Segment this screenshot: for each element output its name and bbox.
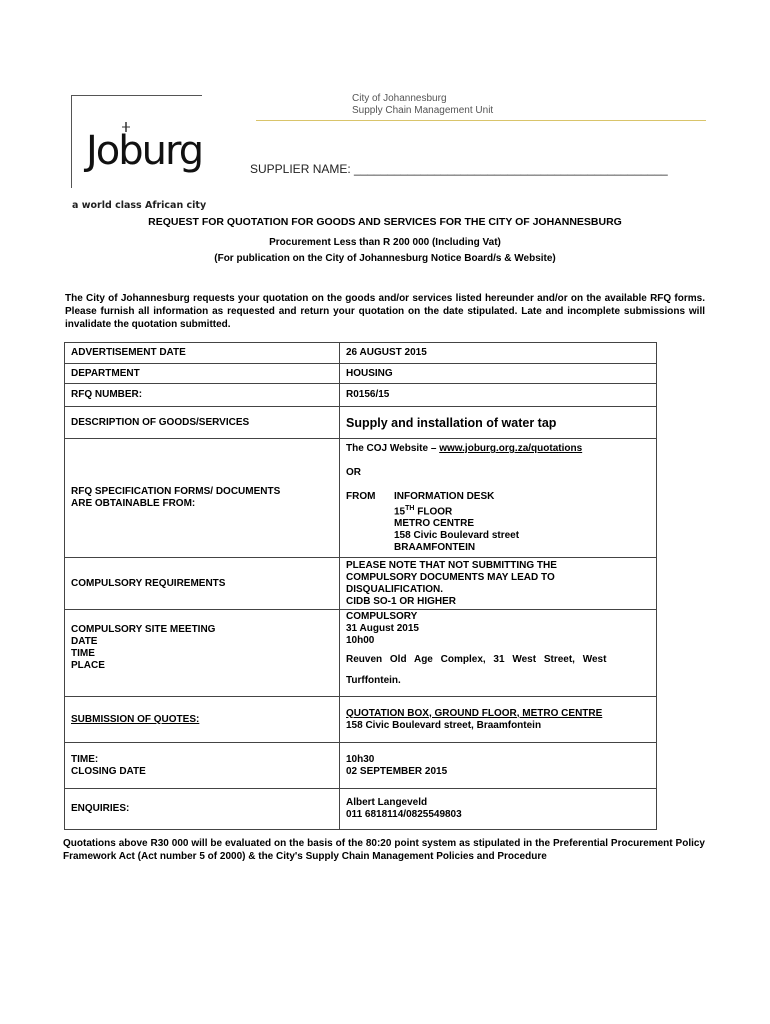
publication-subtitle: (For publication on the City of Johannesburg Notice Board/s & Website) [214, 253, 556, 264]
advert-date-value: 26 AUGUST 2015 [340, 343, 657, 364]
rfq-number-value: R0156/15 [340, 384, 657, 407]
address-line: INFORMATION DESK [394, 491, 495, 502]
forms-website-prefix: The COJ Website – [346, 443, 440, 454]
description-label: DESCRIPTION OF GOODS/SERVICES [65, 407, 340, 439]
supplier-name-field[interactable]: SUPPLIER NAME: _______________________________________________ [250, 162, 668, 176]
forms-from: FROM [346, 491, 376, 502]
table-row [65, 343, 657, 364]
rfq-table [64, 342, 657, 830]
forms-website-line [346, 443, 656, 455]
table-row [65, 697, 657, 743]
enquiries-label: ENQUIRIES: [65, 789, 340, 830]
description-value: Supply and installation of water tap [340, 407, 657, 439]
address-line: BRAAMFONTEIN [394, 542, 476, 554]
submission-value: QUOTATION BOX, GROUND FLOOR, METRO CENTRE 158 Civic Boulevard street, Braamfontein [340, 697, 657, 743]
closing-value: 10h30 02 SEPTEMBER 2015 [340, 743, 657, 789]
address-line: METRO CENTRE [394, 518, 474, 530]
header-rule [256, 120, 706, 121]
org-unit: Supply Chain Management Unit [352, 105, 494, 116]
forms-or: OR [346, 467, 361, 478]
rfq-number-label: RFQ NUMBER: [65, 384, 340, 407]
advert-date-label: ADVERTISEMENT DATE [65, 343, 340, 364]
site-meeting-label: COMPULSORY SITE MEETING DATE TIME PLACE [65, 610, 340, 697]
forms-address-lines [394, 491, 519, 554]
quotations-website-link[interactable]: www.joburg.org.za/quotations [439, 443, 583, 454]
org-name: City of Johannesburg [352, 93, 447, 104]
department-value: HOUSING [340, 364, 657, 384]
org-info [352, 93, 493, 117]
address-line: 158 Civic Boulevard street [394, 530, 520, 542]
compulsory-requirements-label: COMPULSORY REQUIREMENTS [65, 558, 340, 610]
forms-label [65, 439, 340, 558]
closing-label: TIME: CLOSING DATE [65, 743, 340, 789]
forms-label-line: ARE OBTAINABLE FROM: [71, 498, 196, 509]
table-row [65, 384, 657, 407]
table-row [65, 558, 657, 610]
intro-paragraph: The City of Johannesburg requests your quotation on the goods and/or services listed hereunder and/or on the available RFQ forms. Please furnish all information as requested and return your quotation on the date stipulated. Late and incomplete submissions will invalidate the quotation submitted. [65, 293, 705, 330]
table-row [65, 610, 657, 697]
document-title: REQUEST FOR QUOTATION FOR GOODS AND SERVICES FOR THE CITY OF JOHANNESBURG [148, 216, 622, 228]
site-meeting-value: COMPULSORY 31 August 2015 10h00 Reuven Old Age Complex, 31 West Street, West Turffontein. [340, 610, 657, 697]
footer-paragraph: Quotations above R30 000 will be evaluated on the basis of the 80:20 point system as stipulated in the Preferential Procurement Policy Framework Act (Act number 5 of 2000) & the City's Supply Chain Management Policies and Procedure [63, 838, 705, 862]
enquiries-value: Albert Langeveld 011 6818114/0825549803 [340, 789, 657, 830]
table-row [65, 789, 657, 830]
compulsory-requirements-value: PLEASE NOTE THAT NOT SUBMITTING THE COMPULSORY DOCUMENTS MAY LEAD TO DISQUALIFICATION. CIDB SO-1 OR HIGHER [340, 558, 657, 610]
table-row [65, 364, 657, 384]
submission-label: SUBMISSION OF QUOTES: [65, 697, 340, 743]
logo-wordmark: Joburg [86, 128, 203, 174]
forms-value [340, 439, 657, 558]
table-row [65, 439, 657, 558]
table-row [65, 407, 657, 439]
procurement-subtitle: Procurement Less than R 200 000 (Including Vat) [269, 237, 501, 248]
table-row [65, 743, 657, 789]
forms-address [346, 491, 656, 554]
department-label: DEPARTMENT [65, 364, 340, 384]
address-line: 15TH FLOOR [394, 505, 453, 518]
logo-tagline: a world class African city [72, 200, 207, 211]
forms-label-line: RFQ SPECIFICATION FORMS/ DOCUMENTS [71, 486, 281, 497]
